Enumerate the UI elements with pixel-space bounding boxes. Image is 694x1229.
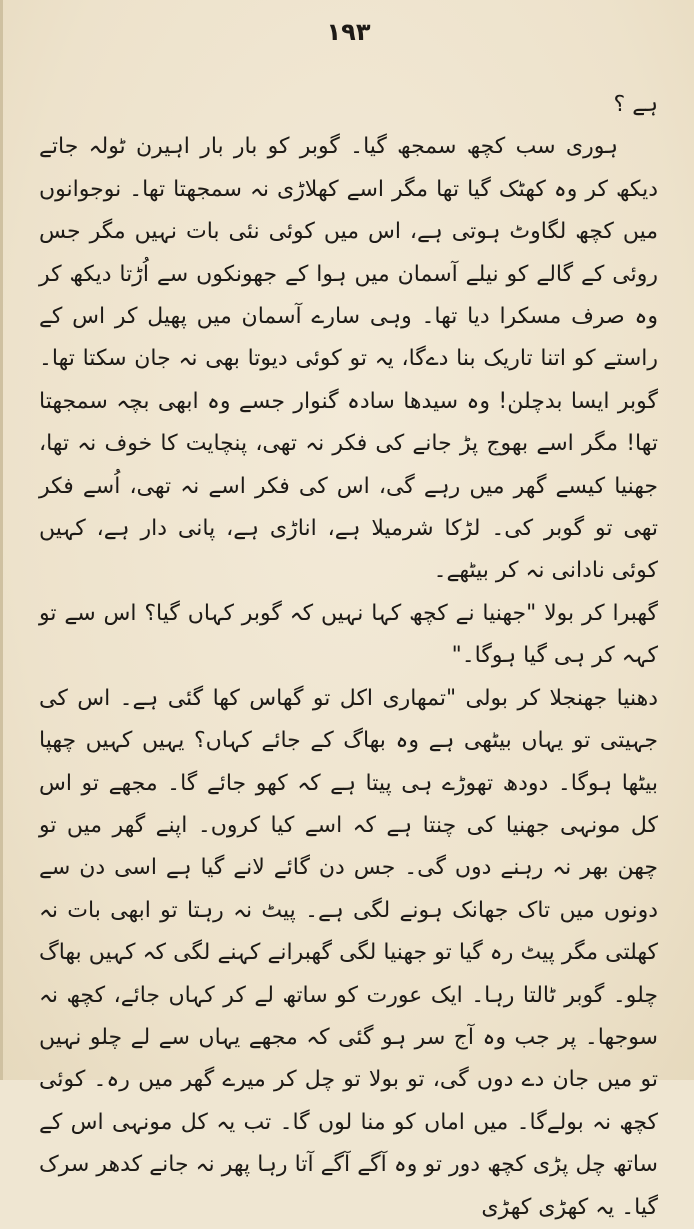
paragraph-2: ہوری سب کچھ سمجھ گیا۔ گوبر کو بار بار اہیرن ٹولہ جاتے دیکھ کر وہ کھٹک گیا تھا مگر اسے کھلاڑی نہ سمجھتا تھا۔ نوجوانوں میں کچھ لگاوٹ ہوتی ہے، اس میں کوئی نئی بات نہیں مگر جس روئی کے گالے کو نیلے آسمان میں ہوا کے جھونکوں سے اُڑتا دیکھ کر وہ صرف مسکرا دیا تھا۔ وہی سارے آسمان میں پھیل کر اس کے راستے کو اتنا تاریک بنا دےگا، یہ تو کوئی دیوتا بھی نہ جان سکتا تھا۔ گوبر ایسا بدچلن! وہ سیدھا سادہ گنوار جسے وہ ابھی بچہ سمجھتا تھا! مگر اسے بھوج پڑ جانے کی فکر نہ تھی، پنچایت کا خوف نہ تھا، جھنیا کیسے گھر میں رہے گی، اس کی فکر اسے نہ تھی، اُسے فکر تھی تو گوبر کی۔ لڑکا شرمیلا ہے، اناڑی ہے، پانی دار ہے، کہیں کوئی نادانی نہ کر بیٹھے۔: [39, 134, 658, 584]
body-text: [39, 84, 658, 1229]
page-number: ۱۹۳: [326, 18, 371, 46]
paragraph-3: گھبرا کر بولا "جھنیا نے کچھ کہا نہیں کہ گوبر کہاں گیا؟ اس سے تو کہہ کر ہی گیا ہوگا۔": [39, 600, 658, 669]
paragraph-4: دھنیا جھنجلا کر بولی "تمھاری اکل تو گھاس کھا گئی ہے۔ اس کی جہیتی تو یہاں بیٹھی ہے وہ بھاگ کے جائے کہاں؟ یہیں کہیں چھپا بیٹھا ہوگا۔ دودھ تھوڑے ہی پیتا ہے کہ کھو جائے گا۔ مجھے تو اس کل مونہی جھنیا کی چنتا ہے کہ اسے کیا کروں۔ اپنے گھر میں تو چھن بھر نہ رہنے دوں گی۔ جس دن گائے لانے گیا ہے اسی دن سے دونوں میں تاک جھانک ہونے لگی ہے۔ پیٹ نہ رہتا تو ابھی بات نہ کھلتی مگر پیٹ رہ گیا تو جھنیا لگی گھبرانے کہنے لگی کہ کہیں بھاگ چلو۔ گوبر ٹالتا رہا۔ ایک عورت کو ساتھ لے کر کہاں جائے، کچھ نہ سوجھا۔ پر جب وہ آج سر ہو گئی کہ مجھے یہاں سے لے چلو نہیں تو میں جان دے دوں گی، تو بولا تو چل کر میرے گھر میں رہ۔ کوئی کچھ نہ بولےگا۔ میں اماں کو منا لوں گا۔ تب یہ کل مونہی اس کے ساتھ چل پڑی کچھ دور تو وہ آگے آگے آتا رہا پھر نہ جانے کدھر سرک گیا۔ یہ کھڑی کھڑی: [39, 685, 658, 1220]
paragraph-1: ہے ؟: [613, 92, 658, 117]
